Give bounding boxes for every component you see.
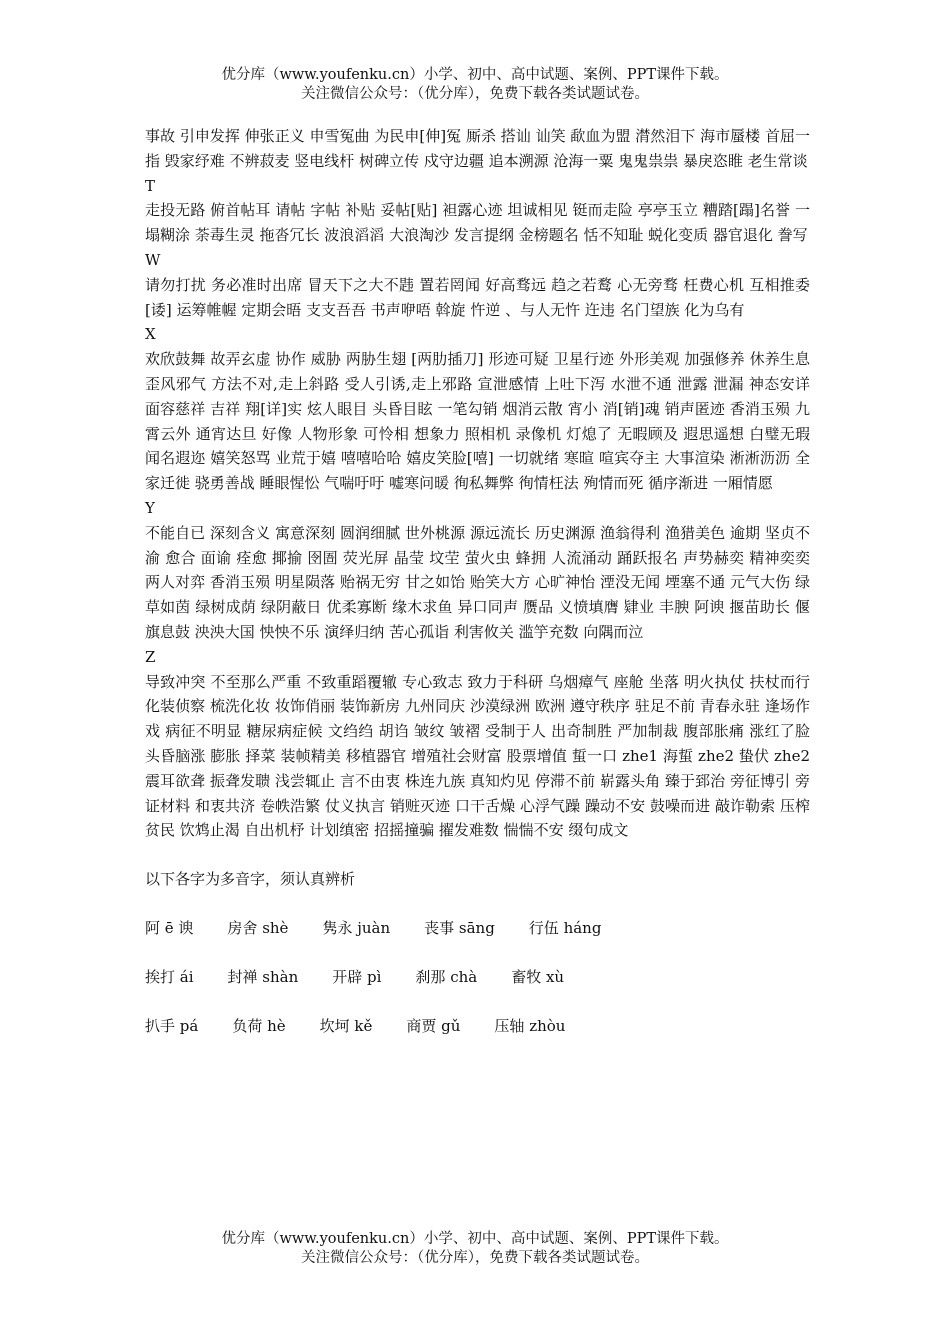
section-x-letter: X <box>145 325 156 344</box>
pinyin-row-2 <box>145 965 810 990</box>
pinyin-row-3 <box>145 1014 810 1039</box>
header-line-2: 关注微信公众号：（优分库），免费下载各类试题试卷。 <box>301 86 649 102</box>
section-z-letter: Z <box>145 647 156 666</box>
pinyin-row-1 <box>145 916 810 941</box>
pinyin-item: 扒手 pá <box>145 1016 199 1035</box>
pinyin-item: 商贾 gǔ <box>406 1016 461 1035</box>
pinyin-item: 坎坷 kě <box>319 1016 373 1035</box>
pinyin-item: 负荷 hè <box>232 1016 286 1035</box>
pinyin-item: 行伍 háng <box>528 918 602 937</box>
pinyin-item: 畜牧 xù <box>511 967 565 986</box>
pinyin-item: 挨打 ái <box>145 967 194 986</box>
section-s-text: 事故 引申发挥 伸张正义 申雪冤曲 为民申[伸]冤 厮杀 搭讪 讪笑 歃血为盟 潸然泪下 海市蜃楼 首屈一指 毁家纾难 不辨菽麦 竖电线杆 树碑立传 戍守边疆 追本溯源 沧海一粟 鬼鬼祟祟 暴戾恣睢 老生常谈 <box>145 127 810 170</box>
pinyin-item: 隽永 juàn <box>322 918 391 937</box>
section-w-text: 请勿打扰 务必准时出席 冒天下之大不韪 置若罔闻 好高骛远 趋之若鹜 心无旁骛 枉费心机 互相推委[诿] 运筹帷幄 定期会晤 支支吾吾 书声咿唔 斡旋 忤逆 、与人无忤 迕违 名门望族 化为乌有 <box>145 275 810 319</box>
pinyin-item: 刹那 chà <box>415 967 478 986</box>
section-x-text: 欢欣鼓舞 故弄玄虚 协作 威胁 两胁生翅 [两肋插刀] 形迹可疑 卫星行迹 外形美观 加强修养 休养生息 歪风邪气 方法不对,走上斜路 受人引诱,走上邪路 宣泄感情 上吐下泻 水泄不通 泄露 泄漏 神态安详 面容慈祥 吉祥 翔[详]实 炫人眼目 头昏目眩 一笔勾销 烟消云散 宵小 消[销]魂 销声匿迹 香消玉殒 九霄云外 通宵达旦 好像 人物形象 可怜相 想象力 照相机 录像机 灯熄了 无暇顾及 遐思遥想 白璧无瑕 闻名遐迩 嬉笑怒骂 业荒于嬉 嘻嘻哈哈 嬉皮笑脸[嘻] 一切就绪 寒暄 喧宾夺主 大事渲染 淅淅沥沥 全家迁徙 骁勇善战 睡眼惺忪 气喘吁吁 嘘寒问暖 徇私舞弊 徇情枉法 殉情而死 循序渐进 一厢情愿 <box>145 350 810 493</box>
pinyin-item: 丧事 sāng <box>424 918 495 937</box>
pinyin-item: 封禅 shàn <box>227 967 299 986</box>
section-t-text: 走投无路 俯首帖耳 请帖 字帖 补贴 妥帖[贴] 袒露心迹 坦诚相见 铤而走险 亭亭玉立 糟踏[蹋]名誉 一塌糊涂 荼毒生灵 拖沓冗长 波浪滔滔 大浪淘沙 发言提纲 金榜题名 恬不知耻 蜕化变质 器官退化 誊写 <box>145 201 810 245</box>
section-y-text: 不能自已 深刻含义 寓意深刻 圆润细腻 世外桃源 源远流长 历史渊源 渔翁得利 渔猎美色 逾期 坚贞不渝 愈合 面谕 痊愈 揶揄 囹圄 荧光屏 晶莹 坟茔 萤火虫 蜂拥 人流涌动 踊跃报名 声势赫奕 精神奕奕 两人对弈 香消玉殒 明星陨落 贻祸无穷 甘之如饴 贻笑大方 心旷神怡 湮没无闻 堙塞不通 元气大伤 绿草如茵 绿树成荫 绿阴蔽日 优柔寡断 缘木求鱼 异口同声 赝品 义愤填膺 肄业 丰腴 阿谀 揠苗助长 偃旗息鼓 泱泱大国 怏怏不乐 演绎归纳 苦心孤诣 利害攸关 滥竽充数 向隅而泣 <box>145 523 810 641</box>
footer-line-1: 优分库（www.youfenku.cn）小学、初中、高中试题、案例、PPT课件下载。 <box>221 1231 729 1247</box>
pinyin-item: 房舍 shè <box>227 918 289 937</box>
polyphone-note: 以下各字为多音字，须认真辨析 <box>145 870 356 889</box>
page-header <box>0 66 950 104</box>
header-line-1: 优分库（www.youfenku.cn）小学、初中、高中试题、案例、PPT课件下载。 <box>221 67 729 83</box>
footer-line-2: 关注微信公众号：（优分库），免费下载各类试题试卷。 <box>301 1250 649 1266</box>
section-w-letter: W <box>145 250 161 269</box>
page-footer <box>0 1230 950 1268</box>
section-t-letter: T <box>145 176 156 195</box>
document-body <box>145 124 810 1038</box>
pinyin-item: 阿 ē 谀 <box>145 918 194 937</box>
pinyin-item: 压轴 zhòu <box>494 1016 566 1035</box>
section-y-letter: Y <box>145 498 155 517</box>
section-z-text: 导致冲突 不至那么严重 不致重蹈覆辙 专心致志 致力于科研 乌烟瘴气 座舱 坐落 明火执仗 扶杖而行 化装侦察 梳洗化妆 妆饰俏丽 装饰新房 九州同庆 沙漠绿洲 欧洲 遵守秩序 驻足不前 青春永驻 逢场作戏 病征不明显 糖尿病症候 文绉绉 胡诌 皱纹 皱褶 受制于人 出奇制胜 严加制裁 腹部胀痛 涨红了脸 头昏脑涨 膨胀 择菜 装帧精美 移植器官 增殖社会财富 股票增值 蜇一口 zhe1 海蜇 zhe2 蛰伏 zhe2 震耳欲聋 振聋发聩 浅尝辄止 言不由衷 株连九族 真知灼见 停滞不前 崭露头角 臻于郅治 旁征博引 旁证材料 和衷共济 卷帙浩繁 仗义执言 销赃灭迹 口干舌燥 心浮气躁 躁动不安 鼓噪而进 敲诈勒索 压榨贫民 饮鸩止渴 自出机杼 计划缜密 招摇撞骗 擢发难数 惴惴不安 缀句成文 <box>145 672 810 840</box>
pinyin-item: 开辟 pì <box>332 967 382 986</box>
